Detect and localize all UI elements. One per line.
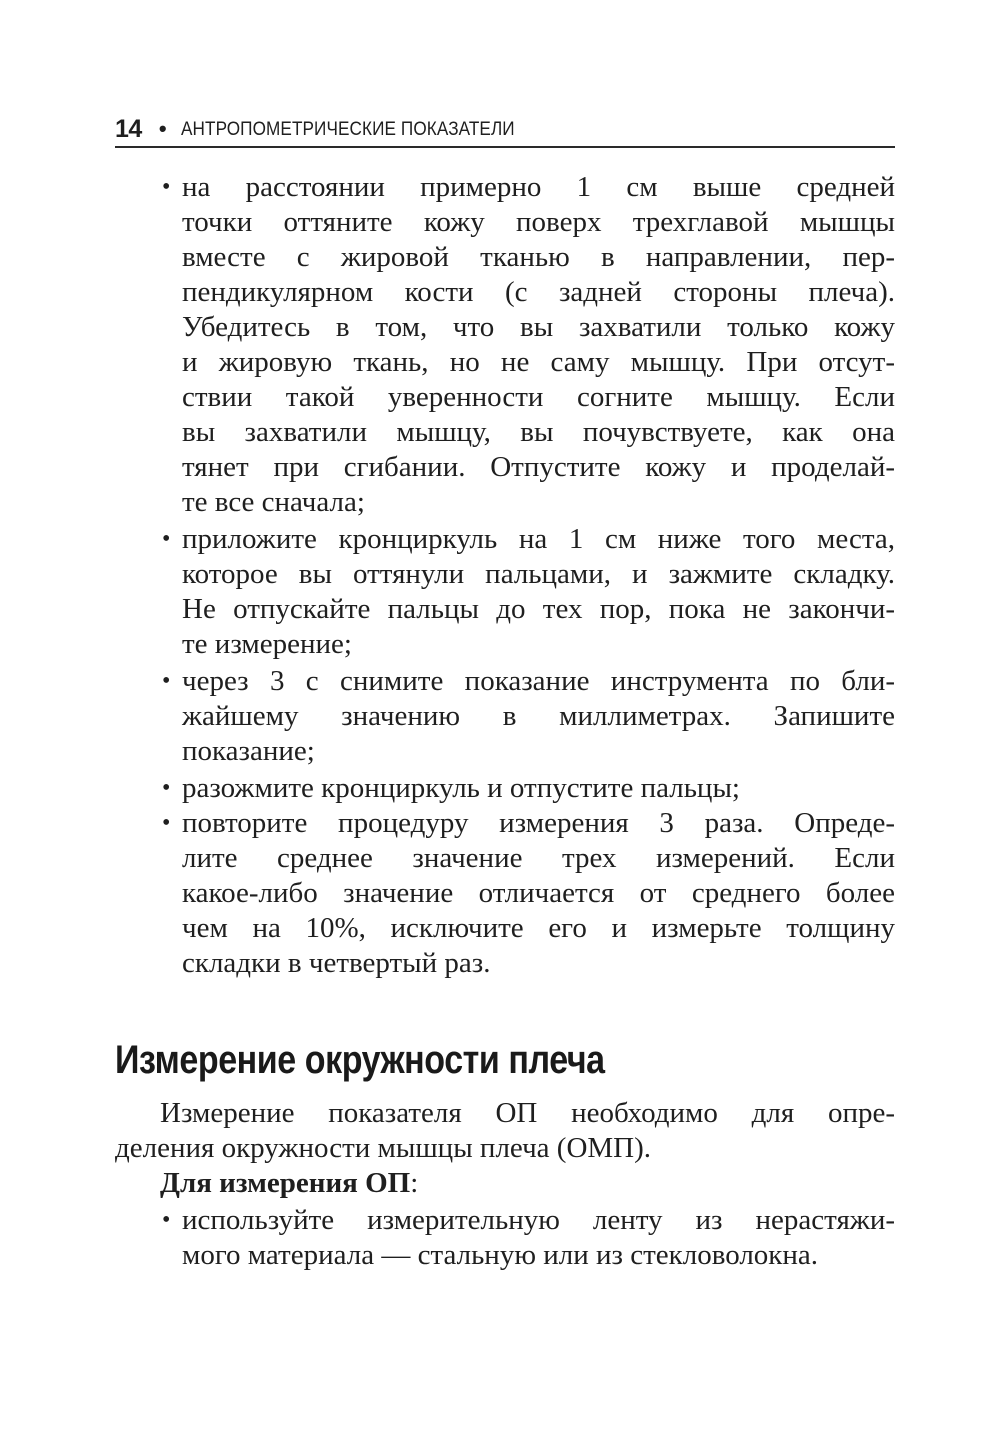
text-line: и жировую ткань, но не саму мышцу. При отсут-: [182, 346, 895, 378]
running-title: АНТРОПОМЕТРИЧЕСКИЕ ПОКАЗАТЕЛИ: [180, 117, 515, 140]
text-line: разожмите кронциркуль и отпустите пальцы;: [182, 772, 740, 804]
lead-in: [160, 1166, 418, 1200]
text-line: вместе с жировой тканью в направлении, пер-: [182, 241, 895, 273]
text-line: вы захватили мышцу, вы почувствуете, как она: [182, 416, 895, 448]
bullet-icon: •: [162, 1207, 171, 1233]
bullet-icon: •: [162, 668, 171, 694]
text-line: складки в четвертый раз.: [182, 947, 491, 979]
text-line: Убедитесь в том, что вы захватили только кожу: [182, 311, 895, 343]
text-line: деления окружности мышцы плеча (ОМП).: [115, 1132, 652, 1164]
text-line: которое вы оттянули пальцами, и зажмите складку.: [182, 558, 895, 590]
page-number: 14: [115, 114, 142, 143]
bullet-icon: •: [162, 810, 171, 836]
text-line: Не отпускайте пальцы до тех пор, пока не закончи-: [182, 593, 895, 625]
lead-in-colon: :: [410, 1167, 419, 1199]
text-line: какое-либо значение отличается от среднего более: [182, 877, 895, 909]
text-line: приложите кронциркуль на 1 см ниже того места,: [182, 523, 895, 555]
text-line: чем на 10%, исключите его и измерьте толщину: [182, 912, 895, 944]
bullet-icon: •: [162, 174, 171, 200]
bullet-icon: •: [162, 526, 171, 552]
text-line: пендикулярном кости (с задней стороны плеча).: [182, 276, 895, 308]
text-line: мого материала — стальную или из стекловолокна.: [182, 1239, 819, 1271]
text-line: ствии такой уверенности согните мышцу. Если: [182, 381, 895, 413]
text-line: те измерение;: [182, 628, 352, 660]
text-line: точки оттяните кожу поверх трехглавой мышцы: [182, 206, 895, 238]
bullet-icon: •: [162, 775, 171, 801]
text-line: на расстоянии примерно 1 см выше средней: [182, 171, 895, 203]
text-line: лите среднее значение трех измерений. Если: [182, 842, 895, 874]
section-heading: Измерение окружности плеча: [115, 1038, 605, 1082]
text-line: используйте измерительную ленту из нерастяжи-: [182, 1204, 895, 1236]
header-bullet: •: [158, 116, 167, 141]
text-line: показание;: [182, 735, 315, 767]
lead-in-bold: Для измерения ОП: [160, 1167, 411, 1199]
text-line: тянет при сгибании. Отпустите кожу и проделай-: [182, 451, 895, 483]
text-line: жайшему значению в миллиметрах. Запишите: [182, 700, 895, 732]
text-line: те все сначала;: [182, 486, 365, 518]
text-line: Измерение показателя ОП необходимо для опре-: [160, 1097, 895, 1129]
text-line: через 3 с снимите показание инструмента по бли-: [182, 665, 895, 697]
text-line: повторите процедуру измерения 3 раза. Опреде-: [182, 807, 895, 839]
